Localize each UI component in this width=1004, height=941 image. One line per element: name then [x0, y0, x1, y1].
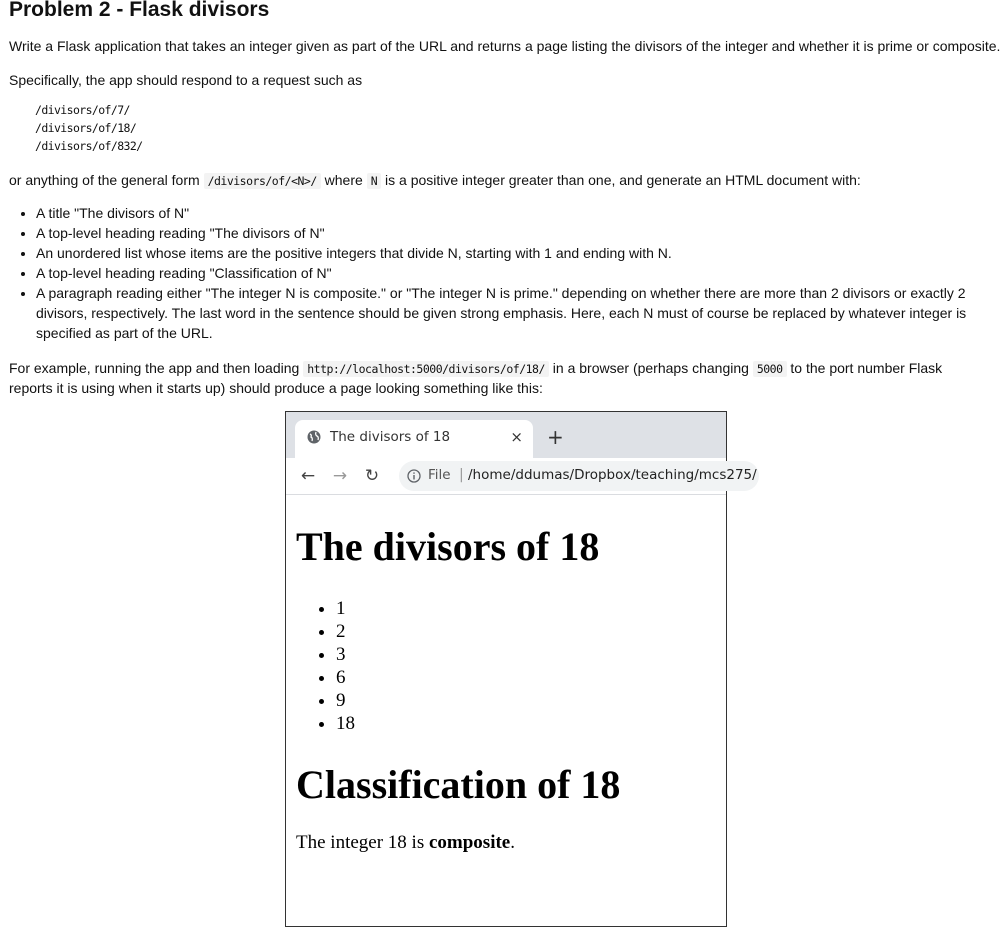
tab-title: The divisors of 18	[330, 429, 451, 445]
list-item: • 6	[336, 666, 355, 689]
address-separator: |	[459, 467, 464, 483]
address-url[interactable]: /home/ddumas/Dropbox/teaching/mcs275/	[468, 467, 757, 483]
example-urls-codeblock	[35, 101, 143, 155]
browser-tab[interactable]	[295, 420, 533, 458]
address-bar[interactable]	[399, 461, 759, 491]
list-item: • An unordered list whose items are the positive integers that divide N, starting with 1 and ending with N.	[36, 243, 996, 263]
divisors-list	[296, 597, 355, 735]
example-url-line: /divisors/of/18/	[35, 121, 137, 135]
info-icon[interactable]	[407, 469, 421, 483]
classification-paragraph	[296, 832, 515, 854]
example-url-code: http://localhost:5000/divisors/of/18/	[303, 361, 549, 377]
general-var-code: N	[367, 173, 381, 189]
list-item: • 1	[336, 597, 355, 620]
problem-title: Problem 2 - Flask divisors	[9, 0, 270, 21]
new-tab-button[interactable]: +	[547, 425, 564, 449]
tab-strip	[286, 412, 726, 458]
globe-icon	[307, 430, 321, 444]
file-label: File	[428, 467, 451, 483]
example-prefix: For example, running the app and then loading	[9, 360, 300, 376]
list-item: • 3	[336, 643, 355, 666]
example-port-code: 5000	[753, 361, 787, 377]
forward-arrow-icon[interactable]: →	[332, 466, 348, 486]
example-mid: in a browser (perhaps changing	[552, 360, 749, 376]
list-item: • 2	[336, 620, 355, 643]
general-prefix: or anything of the general form	[9, 172, 200, 188]
reload-icon[interactable]: ↻	[364, 466, 380, 486]
list-item: • 18	[336, 712, 355, 735]
list-item: • A title "The divisors of N"	[36, 203, 996, 223]
intro-paragraph: Write a Flask application that takes an integer given as part of the URL and returns a page listing the divisors of the integer and whether it is prime or composite.	[9, 38, 1001, 54]
list-item: • A top-level heading reading "Classification of N"	[36, 263, 996, 283]
example-suffix: to the port number Flask	[790, 360, 943, 376]
list-item: • A paragraph reading either "The integer N is composite." or "The integer N is prime." depending on whether there are more than 2 divisors or exactly 2 divisors, respectively. The last word in the sentence should be given strong emphasis. Here, each N must of course be replaced by whatever integer is specified as part of the URL.	[36, 283, 996, 343]
example-url-line: /divisors/of/832/	[35, 139, 143, 153]
back-arrow-icon[interactable]: ←	[300, 466, 316, 486]
close-icon[interactable]: ×	[510, 428, 523, 446]
example-paragraph-line1	[9, 358, 942, 379]
classification-suffix: .	[510, 832, 515, 853]
classification-strong: composite	[428, 832, 511, 853]
requirements-list	[9, 203, 996, 343]
general-mid: where	[324, 172, 363, 188]
page-heading-classification: Classification of 18	[296, 762, 621, 807]
classification-prefix: The integer 18 is	[296, 832, 425, 853]
general-suffix: is a positive integer greater than one, and generate an HTML document with:	[385, 172, 861, 188]
list-item: • A top-level heading reading "The divisors of N"	[36, 223, 996, 243]
list-item: • 9	[336, 689, 355, 712]
general-form-code: /divisors/of/<N>/	[204, 173, 321, 189]
example-paragraph-line2: reports it is using when it starts up) should produce a page looking something like this:	[9, 380, 543, 396]
browser-screenshot	[285, 411, 757, 927]
browser-toolbar	[286, 458, 757, 495]
general-form-paragraph	[9, 170, 861, 191]
page-heading-divisors: The divisors of 18	[296, 524, 600, 569]
example-url-line: /divisors/of/7/	[35, 103, 130, 117]
respond-paragraph: Specifically, the app should respond to a request such as	[9, 72, 363, 88]
